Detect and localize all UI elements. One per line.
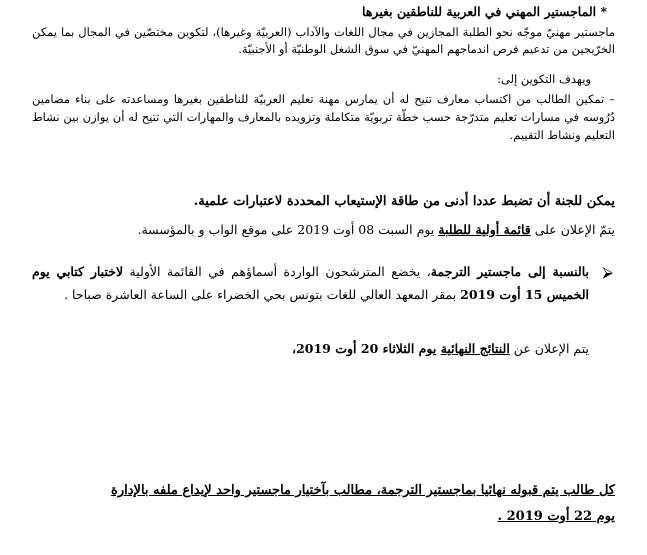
- committee-note: يمكن للجنة أن تضبط عددا أدنى من طاقة الإستيعاب المحددة لاعتبارات علمية.: [193, 194, 615, 209]
- final-notice-line-2: يوم 22 أوت 2019 .: [497, 509, 615, 524]
- final-announcement-suffix: يوم الثلاثاء 20 أوت 2019،: [292, 341, 441, 356]
- final-notice: [32, 478, 615, 530]
- final-notice-line-1: كل طالب يتم قبوله نهائيا بماجستير الترجمة، مطالب بآختيار ماجستير واحد لإيداع ملفه بالإدارة: [111, 483, 615, 498]
- final-results-highlight: النتائج النهائية: [440, 341, 510, 356]
- announcement-suffix: يوم السبت 08 أوت 2019 على موقع الواب و بالمؤسسة.: [137, 222, 439, 237]
- initial-list-announcement: [32, 220, 615, 239]
- intro-paragraph: ماجستير مهنيّ موجّه نحو الطلبة المجازين في مجال اللغات والآداب (العربيّة وغيرها)، لتكوين مختصّين في المجال بما يمكن الخرّيجين من تدعيم فرص اندماجهم المهنيّ في سوق الشغل الوطنيّة أو الأجنبيّة.: [32, 25, 615, 56]
- master-heading: * الماجستير المهني في العربية للناطقين بغيرها: [362, 4, 607, 19]
- final-announcement-prefix: يتم الإعلان عن: [509, 341, 589, 356]
- objectives-paragraph: – تمكين الطالب من اكتساب معارف تتيح له أن يمارس مهنة تعليم العربيّة للناطقين بغيرها ومساعدته على بناء مضامين دُرُوسه في مسارات تعليم متدرّجة حسب خطّة تربويّة متكاملة وتزويده بالمعارف والمهارات التي تتيح له أن يوازن بين نشاط التعليم ونشاط التقييم.: [32, 92, 615, 142]
- goal-paragraph: ويهدف التكوين إلى:: [497, 72, 591, 86]
- bullet-mid: ، يخضع المترشحون الواردة أسماؤهم في القائمة الأولية: [123, 264, 431, 279]
- translation-master-bullet: [32, 260, 589, 306]
- initial-list-highlight: قائمة أولية للطلبة: [438, 222, 531, 237]
- written-exam-date: لاختبار كتابي يوم الخميس 15 أوت 2019: [32, 264, 589, 302]
- bullet-tail: بمقر المعهد العالي للغات بتونس بحي الخضراء على الساعة العاشرة صباحا .: [64, 287, 461, 302]
- arrow-bullet-icon: ⮚: [602, 263, 613, 281]
- announcement-prefix: يتمّ الإعلان على: [530, 222, 615, 237]
- bullet-lead: بالنسبة إلى ماجستير الترجمة: [430, 264, 589, 279]
- final-results-announcement: [32, 339, 589, 358]
